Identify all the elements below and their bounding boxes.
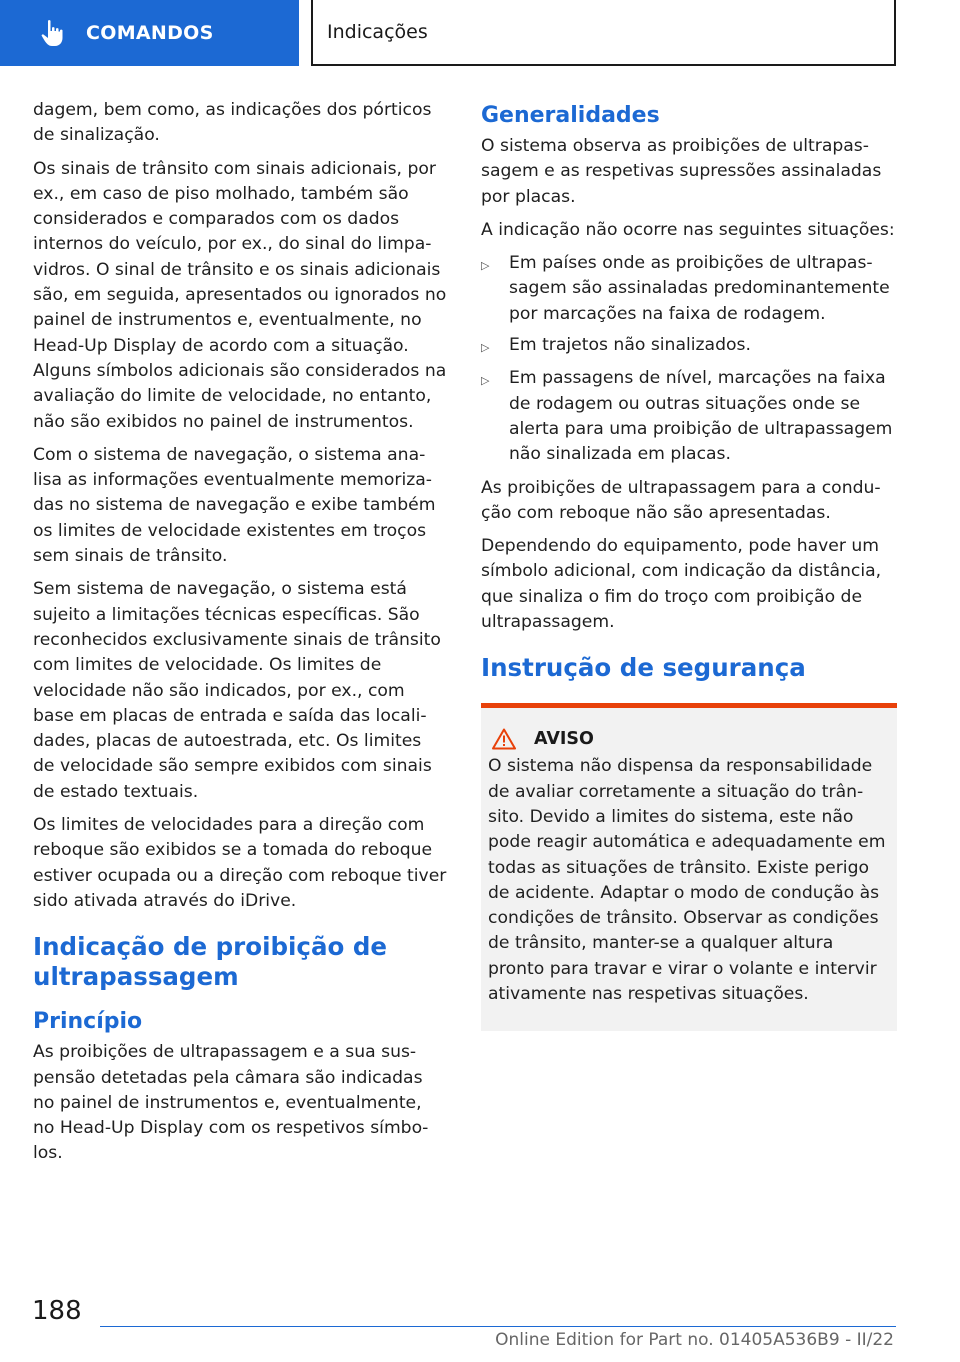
heading-principle: Princípio xyxy=(33,1009,143,1035)
footer-edition: Online Edition for Part no. 01405A536B9 - II/22 xyxy=(495,1330,894,1350)
bullet-triangle-icon: ▷ xyxy=(481,374,490,388)
heading-safety: Instrução de segurança xyxy=(481,653,806,683)
paragraph: dagem, bem como, as indicações dos pórticos de sinalização. xyxy=(33,100,432,146)
paragraph: Dependendo do equipamento, pode haver um símbolo adicional, com indicação da distância, que sinaliza o fim do troço com proibição de ultrapassagem. xyxy=(481,536,882,633)
paragraph: O sistema observa as proibições de ultrapassagem e as respetivas supressões assinaladas por placas. xyxy=(481,136,882,207)
warning-text: O sistema não dispensa da responsabilidade de avaliar corretamente a situação do trânsito. Devido a limites do sistema, este não pode reagir automática e adequadamente em todas as situações de trânsito. Existe perigo de acidente. Adaptar o modo de condução às condições de trânsito. Observar as condições de trânsito, manter-se a qualquer altura pronto para travar e virar o volante e intervir ativamente nas respetivas situações. xyxy=(488,756,886,1005)
heading-overtaking: Indicação de proibição de ultrapassagem xyxy=(33,932,388,992)
warning-box xyxy=(481,703,897,1031)
warning-triangle-icon xyxy=(492,728,516,750)
paragraph: Sem sistema de navegação, o sistema está sujeito a limitações técnicas específicas. São reconhecidos exclusivamente sinais de trânsito com limites de velocidade. Os limites de velocidade não são indicados, por ex., com base em placas de entrada e saída das localidades, placas de autoestrada, etc. Os limites de velocidade são sempre exibidos com sinais de estado textuais. xyxy=(33,579,441,802)
chapter-title: Indicações xyxy=(327,21,428,43)
page-number: 188 xyxy=(32,1296,82,1326)
section-tab xyxy=(0,0,299,66)
section-title: COMANDOS xyxy=(86,22,214,44)
list-item xyxy=(481,333,897,360)
list-item xyxy=(481,251,897,327)
situation-list xyxy=(481,251,897,467)
list-item-text: Em passagens de nível, marcações na faixa de rodagem ou outras situações onde se alerta para uma proibição de ultrapassagem não sinalizada em placas. xyxy=(509,368,893,465)
footer-divider xyxy=(100,1326,896,1327)
paragraph: As proibições de ultrapassagem para a condução com reboque não são apresentadas. xyxy=(481,477,881,523)
right-column xyxy=(481,98,897,1031)
principle-paragraph: As proibições de ultrapassagem e a sua suspensão detetadas pela câmara são indicadas no painel de instrumentos e, eventualmente, no Head-Up Display com os respetivos símbolos. xyxy=(33,1042,429,1164)
left-column xyxy=(33,98,447,1175)
paragraph: Com o sistema de navegação, o sistema analisa as informações eventualmente memorizadas no sistema de navegação e exibe também os limites de velocidade existentes em troços sem sinais de trânsito. xyxy=(33,444,436,567)
paragraph: Os limites de velocidades para a direção com reboque são exibidos se a tomada do reboque estiver ocupada ou a direção com reboque tiver sido ativada através do iDrive. xyxy=(33,815,447,911)
heading-general: Generalidades xyxy=(481,103,660,128)
list-item-text: Em países onde as proibições de ultrapassagem são assinaladas predominantemente por marcações na faixa de rodagem. xyxy=(509,253,890,324)
hand-pointer-icon xyxy=(40,19,66,47)
paragraph: Os sinais de trânsito com sinais adicionais, por ex., em caso de piso molhado, também são considerados e comparados com os dados internos do veículo, por ex., do sinal do limpa-vidros. O sinal de trânsito e os sinais adicionais são, em seguida, apresentados ou ignorados no painel de instrumentos e, eventualmente, no Head-Up Display de acordo com a situação. Alguns símbolos adicionais são considerados na avaliação do limite de velocidade, no entanto, não são exibidos no painel de instrumentos. xyxy=(33,158,447,432)
paragraph: A indicação não ocorre nas seguintes situações: xyxy=(481,219,895,240)
list-item xyxy=(481,366,897,467)
bullet-triangle-icon: ▷ xyxy=(481,341,490,355)
list-item-text: Em trajetos não sinalizados. xyxy=(509,335,751,356)
chapter-header xyxy=(311,0,896,66)
warning-header xyxy=(492,728,889,750)
bullet-triangle-icon: ▷ xyxy=(481,259,490,273)
warning-title: AVISO xyxy=(534,729,594,750)
